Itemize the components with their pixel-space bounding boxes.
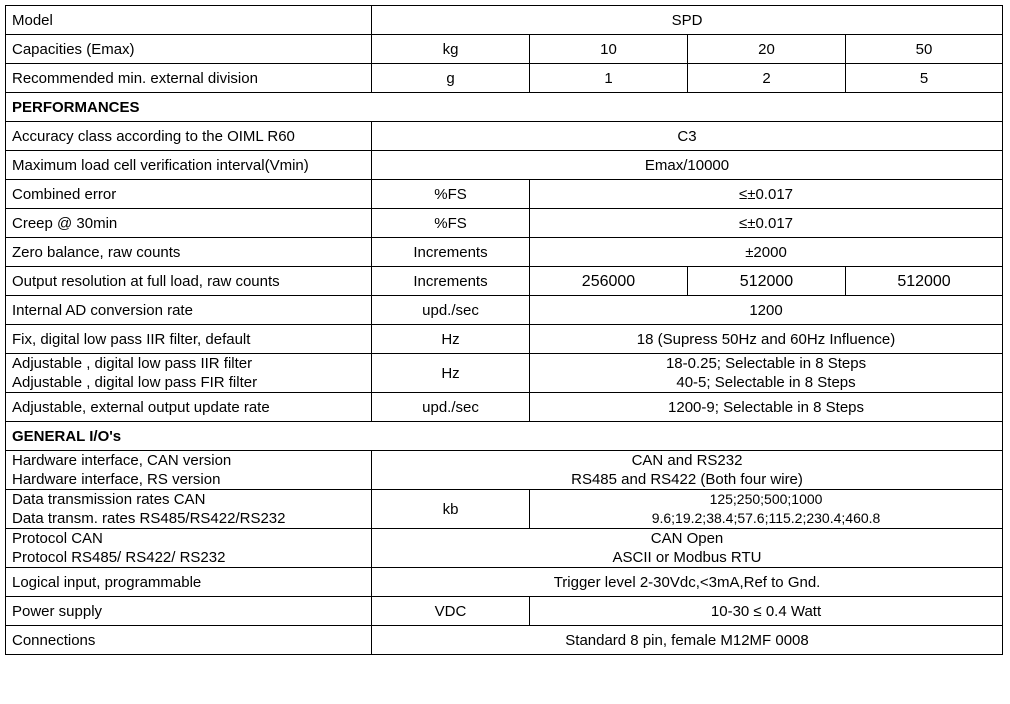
value-output-resolution-3: 512000 xyxy=(846,267,1003,296)
label-fix-filter: Fix, digital low pass IIR filter, default xyxy=(6,325,372,354)
unit-ad-rate: upd./sec xyxy=(372,296,530,325)
value-accuracy: C3 xyxy=(372,122,1003,151)
value-adj-filter-iir: 18-0.25; Selectable in 8 Steps xyxy=(665,355,867,372)
unit-zero-balance: Increments xyxy=(372,238,530,267)
unit-adj-update: upd./sec xyxy=(372,393,530,422)
value-combined-error: ≤±0.017 xyxy=(530,180,1003,209)
unit-power: VDC xyxy=(372,597,530,626)
row-hw-interface xyxy=(6,451,1003,490)
value-power: 10-30 ≤ 0.4 Watt xyxy=(530,597,1003,626)
label-vmin: Maximum load cell verification interval(Vmin) xyxy=(6,151,372,180)
row-performances-heading xyxy=(6,93,1003,122)
label-hw-interface-rs: Hardware interface, RS version xyxy=(12,471,221,488)
row-zero-balance xyxy=(6,238,1003,267)
label-data-rates-can: Data transmission rates CAN xyxy=(12,491,206,508)
label-accuracy: Accuracy class according to the OIML R60 xyxy=(6,122,372,151)
value-output-resolution-1: 256000 xyxy=(530,267,688,296)
value-logical-input: Trigger level 2-30Vdc,<3mA,Ref to Gnd. xyxy=(372,568,1003,597)
label-adj-filter-fir: Adjustable , digital low pass FIR filter xyxy=(12,374,258,391)
row-model xyxy=(6,6,1003,35)
row-io-heading xyxy=(6,422,1003,451)
label-zero-balance: Zero balance, raw counts xyxy=(6,238,372,267)
value-protocol-can: CAN Open xyxy=(650,530,724,547)
unit-fix-filter: Hz xyxy=(372,325,530,354)
label-division: Recommended min. external division xyxy=(6,64,372,93)
label-model: Model xyxy=(6,6,372,35)
row-accuracy xyxy=(6,122,1003,151)
spec-table xyxy=(5,5,1003,655)
performances-heading: PERFORMANCES xyxy=(6,93,1003,122)
value-data-rates-rs: 9.6;19.2;38.4;57.6;115.2;230.4;460.8 xyxy=(651,510,881,526)
label-adj-update: Adjustable, external output update rate xyxy=(6,393,372,422)
value-ad-rate: 1200 xyxy=(530,296,1003,325)
label-ad-rate: Internal AD conversion rate xyxy=(6,296,372,325)
label-protocol xyxy=(6,529,372,568)
value-adj-update: 1200-9; Selectable in 8 Steps xyxy=(530,393,1003,422)
row-power xyxy=(6,597,1003,626)
row-combined-error xyxy=(6,180,1003,209)
value-zero-balance: ±2000 xyxy=(530,238,1003,267)
value-model: SPD xyxy=(372,6,1003,35)
unit-adj-filter: Hz xyxy=(372,354,530,393)
row-capacities xyxy=(6,35,1003,64)
label-connections: Connections xyxy=(6,626,372,655)
value-hw-interface-can: CAN and RS232 xyxy=(631,452,743,469)
row-output-resolution xyxy=(6,267,1003,296)
value-protocol xyxy=(372,529,1003,568)
value-connections: Standard 8 pin, female M12MF 0008 xyxy=(372,626,1003,655)
row-creep xyxy=(6,209,1003,238)
unit-combined-error: %FS xyxy=(372,180,530,209)
value-data-rates xyxy=(530,490,1003,529)
value-adj-filter xyxy=(530,354,1003,393)
io-heading: GENERAL I/O's xyxy=(6,422,1003,451)
label-creep: Creep @ 30min xyxy=(6,209,372,238)
label-protocol-can: Protocol CAN xyxy=(12,530,103,547)
row-logical-input xyxy=(6,568,1003,597)
label-combined-error: Combined error xyxy=(6,180,372,209)
value-division-3: 5 xyxy=(846,64,1003,93)
row-vmin xyxy=(6,151,1003,180)
value-capacity-3: 50 xyxy=(846,35,1003,64)
unit-output-resolution: Increments xyxy=(372,267,530,296)
label-output-resolution: Output resolution at full load, raw counts xyxy=(6,267,372,296)
label-logical-input: Logical input, programmable xyxy=(6,568,372,597)
unit-data-rates: kb xyxy=(372,490,530,529)
value-creep: ≤±0.017 xyxy=(530,209,1003,238)
value-protocol-rs: ASCII or Modbus RTU xyxy=(612,549,762,566)
row-protocol xyxy=(6,529,1003,568)
row-adj-filter xyxy=(6,354,1003,393)
value-output-resolution-2: 512000 xyxy=(688,267,846,296)
value-hw-interface xyxy=(372,451,1003,490)
label-adj-filter xyxy=(6,354,372,393)
row-fix-filter xyxy=(6,325,1003,354)
unit-division: g xyxy=(372,64,530,93)
label-protocol-rs: Protocol RS485/ RS422/ RS232 xyxy=(12,549,226,566)
value-capacity-1: 10 xyxy=(530,35,688,64)
row-division xyxy=(6,64,1003,93)
label-hw-interface-can: Hardware interface, CAN version xyxy=(12,452,232,469)
value-hw-interface-rs: RS485 and RS422 (Both four wire) xyxy=(571,471,803,488)
row-adj-update xyxy=(6,393,1003,422)
value-division-1: 1 xyxy=(530,64,688,93)
label-capacities: Capacities (Emax) xyxy=(6,35,372,64)
row-ad-rate xyxy=(6,296,1003,325)
label-data-rates xyxy=(6,490,372,529)
unit-capacities: kg xyxy=(372,35,530,64)
label-adj-filter-iir: Adjustable , digital low pass IIR filter xyxy=(12,355,253,372)
value-fix-filter: 18 (Supress 50Hz and 60Hz Influence) xyxy=(530,325,1003,354)
value-adj-filter-fir: 40-5; Selectable in 8 Steps xyxy=(676,374,856,391)
value-data-rates-can: 125;250;500;1000 xyxy=(709,491,823,507)
row-data-rates xyxy=(6,490,1003,529)
value-capacity-2: 20 xyxy=(688,35,846,64)
label-data-rates-rs: Data transm. rates RS485/RS422/RS232 xyxy=(12,510,286,527)
row-connections xyxy=(6,626,1003,655)
label-power: Power supply xyxy=(6,597,372,626)
value-division-2: 2 xyxy=(688,64,846,93)
value-vmin: Emax/10000 xyxy=(372,151,1003,180)
label-hw-interface xyxy=(6,451,372,490)
unit-creep: %FS xyxy=(372,209,530,238)
